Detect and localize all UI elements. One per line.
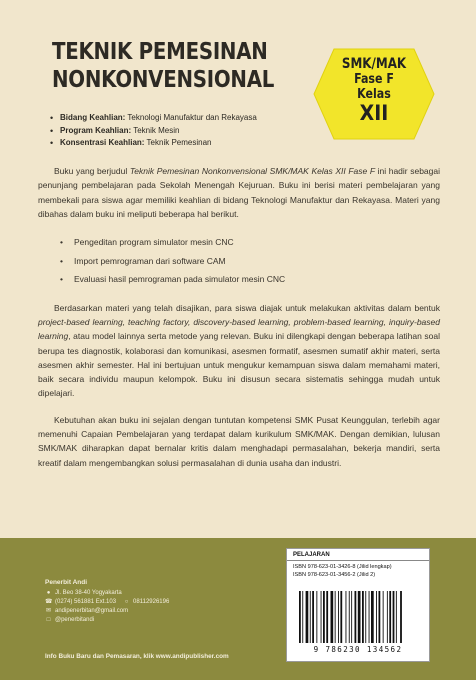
isbn-volume: ISBN 978-623-01-3456-2 (Jilid 2): [293, 572, 376, 578]
whatsapp-icon: ○: [124, 599, 129, 605]
spec-item: [50, 112, 320, 125]
paragraph-intro: [38, 164, 440, 221]
barcode-number: 9 786230 134562: [313, 645, 403, 654]
topic-list: [38, 233, 440, 289]
book-title: [52, 38, 284, 94]
phone-row: [45, 598, 169, 607]
spec-value: Teknik Pemesinan: [146, 138, 212, 147]
isbn-complete: ISBN 978-623-01-3426-8 (Jilid lengkap): [293, 564, 392, 570]
text-run: , atau model lainnya serta metode yang relevan. Buku ini dilengkapi dengan beberapa latihan soal berupa tes diagnostik, kolaborasi dan komunikasi, asesmen formatif, asesmen sumatif akhir materi, serta asesmen akhir semester. Hal ini bertujuan untuk mengukur kemampuan siswa dalam memahami materi, baik secara individu maupun kelompok. Buku ini disusun secara sistematis sehingga mudah untuk dipelajari.: [38, 331, 440, 399]
spec-value: Teknologi Manufaktur dan Rekayasa: [127, 113, 257, 122]
paragraph-methods: [38, 301, 440, 401]
topic-item: • Evaluasi hasil pemrograman pada simulator mesin CNC: [38, 270, 440, 289]
expertise-list: [50, 112, 320, 150]
topic-item: • Pengeditan program simulator mesin CNC: [38, 233, 440, 252]
address-text: Jl. Beo 38-40 Yogyakarta: [55, 590, 122, 596]
spec-item: [50, 137, 320, 150]
badge-line-3: Kelas: [357, 87, 391, 102]
phone-icon: ☎: [45, 599, 53, 605]
methods-italic: project-based learning, teaching factory, discovery-based learning, problem-based learning, inquiry-based learning: [38, 316, 440, 342]
social-text: @penerbitandi: [55, 617, 95, 623]
instagram-icon: □: [46, 617, 51, 623]
text-run: ini hadir sebagai penunjang pembelajaran pada Sekolah Menengah Kejuruan. Buku ini berisi materi pembelajaran yang membekali para siswa agar memiliki keahlian di bidang Teknologi Manufaktur dan Rekayasa. Materi yang dibahas dalam buku ini meliputi beberapa hal berikut.: [38, 166, 441, 219]
publisher-name: Penerbit Andi: [45, 579, 88, 586]
badge-line-2: Fase F: [354, 72, 394, 87]
email-icon: ✉: [45, 608, 52, 614]
isbn-lines: [287, 561, 429, 581]
email-text: andipenerbitan@gmail.com: [55, 608, 129, 614]
grade-badge: [312, 56, 436, 124]
text-run: Berdasarkan materi yang telah disajikan, para siswa diajak untuk melakukan aktivitas dalam bentuk: [54, 302, 440, 313]
book-title-italic: Teknik Pemesinan Nonkonvensional SMK/MAK Kelas XII Fase F: [129, 166, 376, 176]
topic-item: • Import pemrograman dari software CAM: [38, 252, 440, 271]
social-row: [45, 616, 169, 625]
address-row: [45, 589, 169, 598]
isbn-box: [286, 548, 430, 662]
spec-label: Bidang Keahlian:: [60, 113, 126, 122]
title-line-2: NONKONVENSIONAL: [52, 67, 275, 93]
phone-text: (0274) 561881 Ext.103: [55, 599, 117, 605]
category-label: PELAJARAN: [287, 549, 429, 561]
info-link-text: Info Buku Baru dan Pemasaran, klik www.andipublisher.com: [45, 653, 229, 660]
badge-line-1: SMK/MAK: [341, 56, 407, 72]
description-text: [38, 164, 440, 482]
badge-line-4: XII: [359, 101, 389, 125]
spec-item: [50, 125, 320, 138]
title-line-1: TEKNIK PEMESINAN: [52, 39, 268, 65]
spec-label: Program Keahlian:: [60, 125, 132, 135]
spec-value: Teknik Mesin: [133, 125, 180, 135]
email-row: [45, 607, 169, 616]
spec-label: Konsentrasi Keahlian:: [60, 138, 145, 147]
barcode-image: [297, 591, 421, 643]
paragraph-conclusion: Kebutuhan akan buku ini sejalan dengan tuntutan kompetensi SMK Pusat Keunggulan, terlebih agar memenuhi Capaian Pembelajaran yang terdapat dalam kurikulum SMK/MAK. Dengan demikian, lulusan SMK/MAK diharapkan dapat bernalar kritis dalam menghadapi permasalahan, bekerja mandiri, serta kreatif dalam mengembangkan solusi permasalahan di dunia usaha dan industri.: [38, 414, 440, 468]
whatsapp-text: 08112926196: [133, 599, 170, 605]
text-run: Buku yang berjudul: [54, 166, 130, 176]
location-icon: ●: [46, 590, 51, 596]
publisher-info: [45, 578, 169, 625]
